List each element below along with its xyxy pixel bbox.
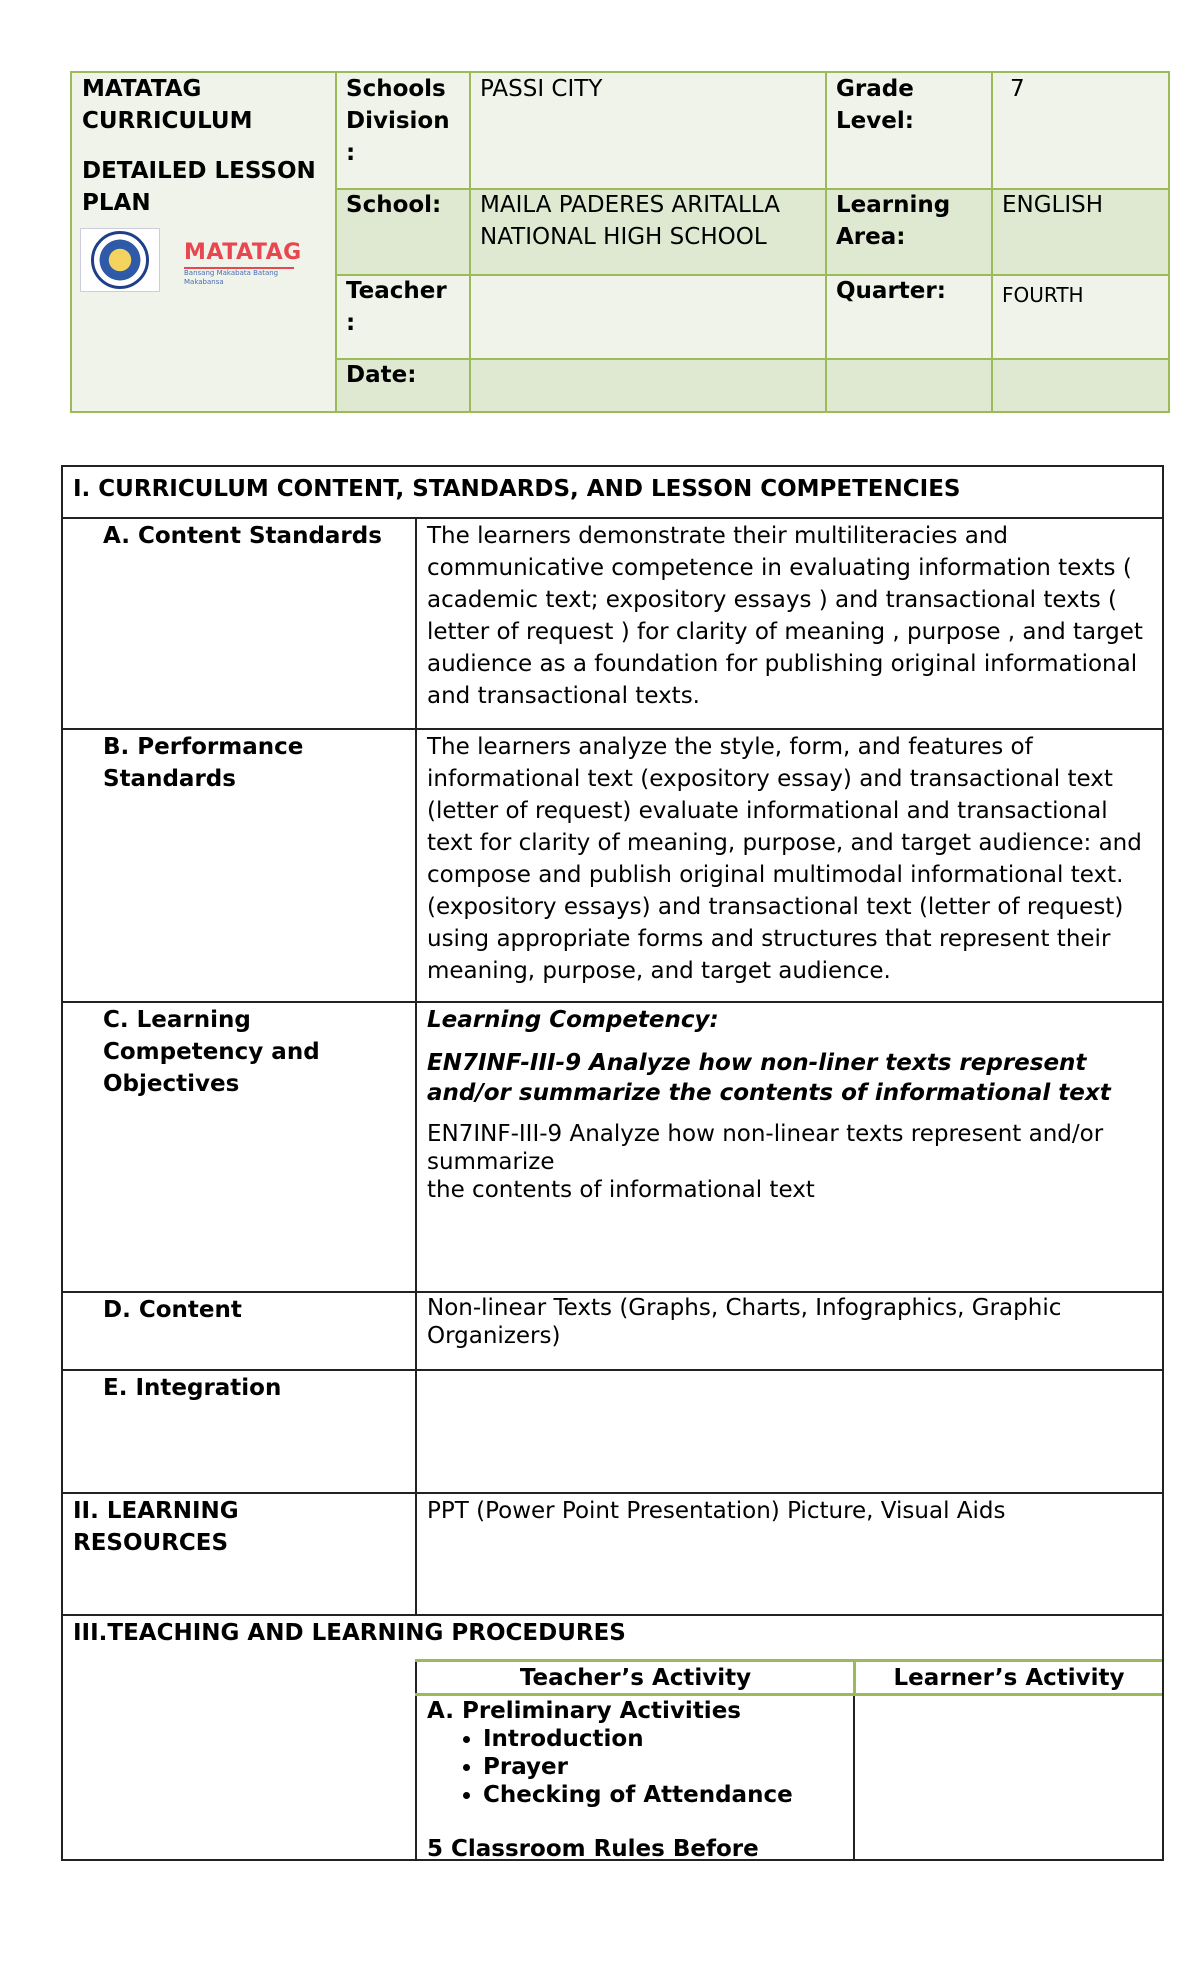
learning-resources-text: PPT (Power Point Presentation) Picture, Visual Aids [427,1498,1006,1524]
lesson-plan-header-table [70,71,1170,413]
competency-heading: Learning Competency: [427,1007,719,1033]
teacher-label: Teacher : [346,278,447,336]
grade-level-value: 7 [1010,76,1025,102]
preliminary-activities: A. Preliminary Activities [427,1698,741,1724]
lesson-plan-main-table [61,465,1164,1861]
content-standards-label: A. Content Standards [103,523,382,549]
section3-heading: III.TEACHING AND LEARNING PROCEDURES [73,1620,626,1646]
learning-competency-content [427,1002,1157,1204]
content-label: D. Content [103,1297,242,1323]
competency-plain-text: EN7INF-III-9 Analyze how non-linear texts represent and/or summarize the contents of informational text [427,1121,1104,1203]
quarter-value: FOURTH [1002,283,1084,307]
schools-division-value: PASSI CITY [480,76,603,102]
competency-bold-text: EN7INF-III-9 Analyze how non-liner texts represent and/or summarize the contents of informational text [427,1050,1111,1106]
learning-area-label: Learning Area: [836,192,951,250]
learning-area-value: ENGLISH [1002,192,1104,218]
school-value: MAILA PADERES ARITALLA NATIONAL HIGH SCHOOL [480,192,780,250]
bullet-introduction: • Introduction [483,1725,852,1753]
bullet-attendance: • Checking of Attendance [483,1781,852,1809]
school-label: School: [346,192,442,218]
matatag-logo: MATATAG Bansang Makabata Batang Makabansa [184,240,302,286]
date-label: Date: [346,362,417,388]
quarter-label: Quarter: [836,278,946,304]
teacher-activity-content [427,1697,852,1863]
seal-icon [91,231,149,289]
bullet-prayer: • Prayer [483,1753,852,1781]
learning-resources-label: II. LEARNING RESOURCES [73,1498,239,1556]
section1-heading: I. CURRICULUM CONTENT, STANDARDS, AND LESSON COMPETENCIES [73,476,961,502]
learner-activity-header: Learner’s Activity [893,1665,1125,1691]
teacher-activity-header: Teacher’s Activity [519,1665,752,1691]
schools-division-label: Schools Division : [346,76,450,166]
performance-standards-label: B. Performance Standards [103,734,304,792]
learning-competency-label: C. Learning Competency and Objectives [103,1007,320,1097]
curriculum-title: MATATAG CURRICULUM [82,76,253,134]
classroom-rules: 5 Classroom Rules Before [427,1836,759,1862]
content-text: Non-linear Texts (Graphs, Charts, Infographics, Graphic Organizers) [427,1295,1062,1349]
performance-standards-text: The learners analyze the style, form, and features of informational text (expository essay) and transactional text (letter of request) evaluate informational and transactional text for clarity of meaning, purpose, and target audience: and compose and publish original multimodal informational text. (expository essays) and transactional text (letter of request) using appropriate forms and structures that represent their meaning, purpose, and target audience. [427,734,1142,984]
grade-level-label: Grade Level: [836,76,914,134]
integration-text [427,1370,1155,1372]
detailed-lesson-plan-title: DETAILED LESSON PLAN [82,158,316,216]
integration-label: E. Integration [103,1375,282,1401]
content-standards-text: The learners demonstrate their multiliteracies and communicative competence in evaluating information texts ( academic text; expository essays ) and transactional texts ( letter of request ) for clarity of meaning , purpose , and target audience as a foundation for publishing original informational and transactional texts. [427,523,1143,709]
deped-seal-logo [80,228,160,292]
